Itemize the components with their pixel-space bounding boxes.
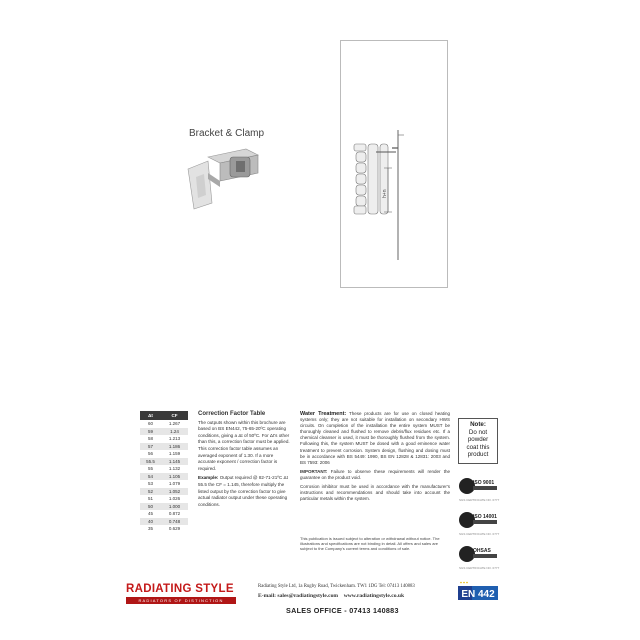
cert-label: ISO 9001: [473, 480, 495, 486]
cf-cell: 1.159: [168, 451, 181, 457]
delta-t-cell: 60: [147, 421, 153, 427]
radiator-installation-diagram: [340, 40, 448, 288]
table-row: [140, 450, 188, 458]
delta-t-cell: 58: [147, 436, 153, 442]
contact-line: [258, 593, 404, 599]
cf-cell: 1.267: [168, 421, 181, 427]
table-row: [140, 435, 188, 443]
eu-stars-icon: [460, 582, 468, 584]
cf-cell: 1.145: [161, 458, 188, 466]
table-row: [140, 518, 188, 526]
note-box: [458, 418, 498, 464]
table-row: [140, 473, 188, 481]
correction-title: Correction Factor Table: [198, 411, 266, 417]
cert-label: ISO 14001: [473, 514, 497, 520]
note-title: Note:: [470, 421, 486, 428]
cf-cell: 0.872: [168, 511, 181, 517]
delta-t-cell: 45: [147, 511, 153, 517]
important-body: Failure to observe these requirements will render the guarantee on the product void.: [300, 468, 450, 480]
table-row: [140, 495, 188, 503]
correction-factor-text: [198, 411, 290, 508]
cert-caption: SGS CERTIFICATE NO. 0777: [459, 532, 500, 536]
cf-cell: 1.24: [161, 428, 188, 436]
delta-t-cell: 53: [147, 481, 153, 487]
delta-t-cell: 55.5: [140, 458, 161, 466]
example-label: Example:: [198, 475, 219, 481]
delta-t-cell: 55: [147, 466, 153, 472]
bracket-clamp-image: [186, 143, 266, 211]
delta-t-cell: 52: [140, 488, 161, 496]
dimension-label: h+n: [382, 189, 388, 198]
correction-factor-table: [140, 411, 188, 533]
email-link[interactable]: sales@radiatingstyle.com: [277, 593, 339, 599]
cf-cell: 1.079: [168, 481, 181, 487]
table-row: [140, 503, 188, 511]
table-row: [140, 510, 188, 518]
email-label: E-mail:: [258, 593, 278, 599]
cert-label: OHSAS: [473, 548, 491, 554]
table-row: [140, 458, 188, 466]
company-address: Radiating Style Ltd, 1a Rugby Road, Twickenham. TW1 1DG Tel: 07413 140883: [258, 584, 415, 589]
table-row: [140, 480, 188, 488]
iso-9001-badge: [459, 478, 501, 508]
delta-t-cell: 50: [140, 503, 161, 511]
delta-t-cell: 54: [140, 473, 161, 481]
cf-cell: 1.213: [168, 436, 181, 442]
important-label: IMPORTANT:: [300, 468, 328, 474]
note-line: powder: [467, 436, 489, 444]
ohsas-18001-badge: [459, 546, 501, 576]
delta-t-cell: 35: [147, 526, 153, 532]
note-line: Do not: [468, 428, 488, 436]
iso-14001-badge: [459, 512, 501, 542]
cf-cell: 1.000: [161, 503, 188, 511]
small-print: This publication is issued subject to alteration or withdrawal without notice. The illustrations and specifications are not binding in detail. All offers and sales are subject to the Company's current terms and conditions of sale.: [300, 536, 440, 552]
cert-caption: SGS CERTIFICATE NO. 0777: [459, 498, 500, 502]
cert-caption: SGS CERTIFICATE NO. 0777: [459, 566, 500, 570]
delta-t-cell: 59: [140, 428, 161, 436]
table-row: [140, 525, 188, 533]
correction-body: The outputs shown within this brochure are based on BS EN442, 75-65-20ºC operating conditions, giving a Δt of 50ºC. For Δt's other than this, a correction factor must be applied. This correction factor table assumes an averaged exponent of 1.30. If a more accurate exponent / correction factor is required.: [198, 419, 290, 471]
brand-logo: RADIATING STYLE: [126, 583, 234, 595]
delta-t-cell: 40: [140, 518, 161, 526]
table-row: [140, 465, 188, 473]
table-header-delta-t: Δt: [140, 411, 161, 420]
table-row: [140, 488, 188, 496]
note-line: coat this: [466, 443, 490, 451]
cf-cell: 0.629: [168, 526, 181, 532]
sales-office: SALES OFFICE - 07413 140883: [286, 606, 399, 615]
delta-t-cell: 57: [140, 443, 161, 451]
table-header-cf: CF: [161, 411, 188, 420]
cf-cell: 1.186: [161, 443, 188, 451]
delta-t-cell: 56: [147, 451, 153, 457]
table-row: [140, 420, 188, 428]
note-line: product: [467, 451, 489, 459]
water-body: These products are for use on closed heating systems only; they are not suitable for installation on secondary HWS circuits. On completion of the installation the entire system MUST be thoroughly cleaned and flushed to remove debris/flux residues etc. If a chemical cleanser is used, it must be thoroughly flushed from the system. Following this, the system MUST be dosed with a good eminence water treatment to prevent corrosion. System design, flushing and dosing must be in accordance with BS 5449: 1990, BS EN 12828 & 12831: 2003 and BS 7593: 2006: [300, 411, 450, 465]
en-442-mark: [458, 580, 498, 602]
inhibitor-text: Corrosion inhibitor must be used in accordance with the manufacturer's instructions and recommendations and should take into account the particular metals within the system.: [300, 484, 450, 502]
brand-tagline: RADIATORS OF DISTINCTION: [126, 597, 236, 604]
bracket-title: Bracket & Clamp: [189, 128, 265, 139]
table-row: [140, 428, 188, 436]
cf-cell: 1.132: [168, 466, 181, 472]
en-442-label: EN 442: [461, 589, 495, 600]
website-link[interactable]: www.radiatingstyle.co.uk: [343, 593, 405, 599]
delta-t-cell: 51: [147, 496, 153, 502]
table-row: [140, 443, 188, 451]
cf-cell: 0.748: [161, 518, 188, 526]
cf-cell: 1.026: [168, 496, 181, 502]
cf-cell: 1.105: [161, 473, 188, 481]
example-body: Output required @ 82-71-21ºC Δt 55.5 the CF = 1.145, therefore multiply the listed output by the correction factor to give actual radiator output under these operating conditions.: [198, 475, 288, 507]
water-title: Water Treatment:: [300, 411, 347, 417]
water-treatment-text: [300, 411, 450, 505]
cf-cell: 1.052: [161, 488, 188, 496]
